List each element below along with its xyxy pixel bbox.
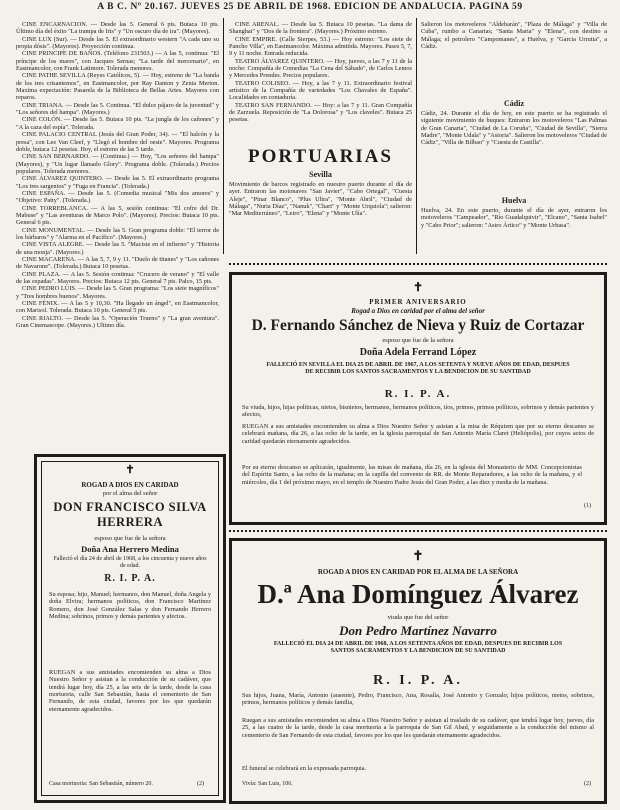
section-title-portuarias: PORTUARIAS <box>248 146 393 167</box>
listing-paragraph: CINE SAN BERNARDO. — (Continua.) — Hoy, "Los señores del hampa" (Mayores), y "Un lugar llamado Glory". Programa doble. (Tolerada.) Precios populares. Tolerada menores. <box>16 153 219 175</box>
section-subtitle-cadiz: Cádiz <box>504 99 524 108</box>
theatre-listings <box>229 21 412 139</box>
listing-paragraph: CINE COLÓN. — Desde las 5. Butaca 10 pts. "La jungla de los cañones" y "A la caza del espía". Tolerada. <box>16 116 219 131</box>
port-intro-text: Salieron los motoveleros "Aldebarán", "Plaza de Málaga" y "Villa de Cuba", rumbo a Canarias; "Santa Maria" y "Elena", con destino a Málaga; el petrolero "Campomanes", a Huelva, y "Garcia Urrutia", a Cádiz. <box>421 21 607 51</box>
listing-paragraph: CINE TRIANA. — Desde las 5. Continua. "El dulce pájaro de la juventud" y "Los señores del hampa". (Mayores.) <box>16 101 219 117</box>
theatre-paragraph: TEATRO COLISEO. — Hoy, a las 7 y 11. Extraordinario festival artístico de la Compañía de variedades "Los Chavales de España". Localidades en contaduría. <box>229 79 412 102</box>
notice-number: (1) <box>584 503 591 509</box>
spouse-name: Don Pedro Martínez Navarro <box>339 623 497 638</box>
spouse-intro: esposo que fue de la señora <box>382 337 454 344</box>
obituary-title: ROGAD A DIOS EN CARIDAD POR EL ALMA DE LA SEÑORA <box>317 568 519 576</box>
rip: R. I. P. A. <box>373 673 463 688</box>
listing-paragraph: CINE VISTA ALEGRE. — Desde las 5. "Maciste en el infierno" y "Historia de una monja". (Mayores.) <box>16 241 219 256</box>
rip: R. I. P. A. <box>384 388 452 400</box>
listing-paragraph: CINE PATHE SEVILLA (Reyes Católicos, 5). — Hoy, estreno de "La banda de los tres crisantemos", en Eastmancolor, por Ray Danton y Zenia Merton. Maxima expectación: Pasarela de la Biblioteca de Bellas Artes. Mayores con reparos. <box>16 72 219 102</box>
notice-number: (2) <box>584 781 591 787</box>
listing-paragraph: CINE RIALTO. — Desde las 5. "Operación Trueno" y "La gran aventura". Gran Cinemascope. (Mayores.) Ultimo día. <box>16 314 219 330</box>
column-divider <box>223 18 224 254</box>
theatre-paragraph: TEATRO SAN FERNANDO. — Hoy: a las 7 y 11. Gran Compañía de Zarzuela. Reposición de "La Dolorosa" y "Los claveles". Butaca 25 pesetas. <box>229 101 412 124</box>
obituary-sanchez-de-nieva <box>229 272 607 525</box>
listing-paragraph: CINE PLAZA. — A las 5. Sesión continua: "Crucero de verano" y "El valle de las espadas". Mayores. Precios: Butaca 12 pts. General 7 pts. Palco, 15 pts. <box>16 270 219 286</box>
notice-number: (2) <box>197 781 204 787</box>
theatre-paragraph: CINE EMPIRE. (Calle Sierpes, 53.) — Hoy estreno: "Los siete de Pancho Villa", en Eastmancolor. Máxima admitida. Mayores. Pases 5, 7, 9 y 11 noche. Entrada reducida. <box>229 35 412 58</box>
dotted-separator <box>229 263 607 265</box>
anniversary-label: PRIMER ANIVERSARIO <box>369 298 467 306</box>
cross-icon: ✝ <box>412 548 424 563</box>
section-subtitle-huelva: Huelva <box>501 196 527 205</box>
obituary-title: Rogad a Dios en caridad por el alma del señor <box>351 307 485 315</box>
obituary-title: ROGAD A DIOS EN CARIDAD <box>81 481 179 489</box>
spouse-intro: viuda que fue del señor <box>387 614 449 621</box>
death-notice: FALLECIÓ EN SEVILLA EL DIA 25 DE ABRIL DE 1967, A LOS SETENTA Y NUEVE AÑOS DE EDAD, DESPUES DE RECIBIR LOS SANTOS SACRAMENTOS Y LA BENDICION DE SU SANTIDAD <box>266 362 570 376</box>
listing-paragraph: CINE LUX (Sur). — Desde las 5. El extraordinario western "A cada uno su propia dósis". (Mayores). Proyección continua. <box>16 35 219 51</box>
mortuary-address: Vivía: San Luis, 106. <box>242 781 293 787</box>
theatre-paragraph: TEATRO ÁLVAREZ QUINTERO. — Hoy, jueves, a las 7 y 11 de la noche: Compañía de Comedias "La Cena del Sábado", de Carlos Lemos y Mercedes Prendes. Precios populares. <box>229 57 412 80</box>
funeral-text: El funeral se celebrará en la expresada parroquia. <box>242 765 367 772</box>
family-text: Su viuda, hijos, hijas políticas, nietos, bisnietos, hermanos, hermanos políticos, tíos, primos, primos políticos, sobrinos y demás parientes y afectos, <box>242 404 594 419</box>
listing-paragraph: CINE MACARENA. — A las 5, 7, 9 y 11. "Duelo de titanes" y "Los cañones de Navarone". (Tolerada.) Butaca 10 pesetas. <box>16 256 219 271</box>
spouse-name: Doña Ana Herrero Medina <box>81 544 179 554</box>
port-huelva-text: Huelva, 24. En este puerto, durante el día de ayer, entraron los motoveleros "Campeador", "Río Guadalquivir", "Elcano", "Santa Isabel" y "Cabo Prior"; salieron: "Astro Ártico" y "Monte Urbasa". <box>421 207 607 229</box>
listing-paragraph: CINE ÁLVAREZ QUINTERO. — Desde las 5. El extraordinario programa "Los tres sargentos" y "Fuga en Francia". (Tolerada.) <box>16 175 219 190</box>
section-subtitle-sevilla: Sevilla <box>309 170 332 179</box>
listing-paragraph: CINE PEDRO LUIS. — Desde las 5. Gran programa: "Los siete magníficos" y "Tres hombres buenos". Mayores. <box>16 285 219 300</box>
death-notice: Falleció el día 24 de abril de 1968, a los cincuenta y nueve años de edad. <box>53 556 207 570</box>
obituary-silva-herrera <box>34 454 226 803</box>
deceased-name: D.ª Ana Domínguez Álvarez <box>257 579 579 609</box>
extra-masses-text: Por su eterno descanso se aplicarán, igualmente, las misas de mañana, día 26, en la iglesia del Monasterio de MM. Concepcionistas del Espíritu Santo, a las ocho de la mañana; en la capilla del convento de RR. de Monte Reparadores, a las ocho de la mañana, y el miércoles, día 1 del próximo mayo, en el templo de Nuestro Padre Jesús del Gran Poder, a las diez y media de la mañana. <box>242 464 582 486</box>
deceased-name: D. Fernando Sánchez de Nieva y Ruiz de Cortazar <box>251 317 585 334</box>
listing-paragraph: CINE MONUMENTAL. — Desde las 5. Gran programa doble: "El terror de los bárbaros" y "Alarma en el Pacífico". (Mayores.) <box>16 226 219 241</box>
theatre-paragraph: CINE ARENAL. — Desde las 5. Butaca 10 pesetas. "La dama de Shanghai" y "Dos de la frontera". (Mayores.) Próximo estreno. <box>229 21 412 36</box>
obituary-subtitle: por el alma del señor <box>102 490 158 497</box>
obituary-dominguez-alvarez <box>229 538 607 804</box>
ruegan-text: Ruegan a sus amistades encomienden su alma a Dios Nuestro Señor y asistan al traslado de su cadáver, que tendrá lugar hoy, jueves, día 25, a las cuatro de la tarde, desde la casa mortuoria a la parroquia de San Gil Abad, y seguidamente a la conducción del mismo al cementerio de San Fernando de esta ciudad, favores por los que les quedarán eternamente agradecidos. <box>242 717 594 739</box>
cinema-listings-column <box>16 21 219 443</box>
deceased-name: DON FRANCISCO SILVA HERRERA <box>53 500 207 529</box>
listing-paragraph: CINE ESPAÑA. — Desde las 5. (Comedia musical "Mis dos amores" y "Objetivo: Patty". (Tolerada.) <box>16 189 219 205</box>
column-divider <box>416 18 417 254</box>
dotted-separator <box>229 530 607 532</box>
listing-paragraph: CINE FÉNIX. — A las 5 y 10,30. "Ha llegado un ángel", en Eastmancolor, con Marisol. Tolerada. Butaca 10 pts. General 5 pts. <box>16 300 219 315</box>
ruegan-text: RUEGAN a sus amistades encomienden su alma a Dios Nuestro Señor y asistan a la misa de Réquiem que por su eterno descanso se celebrará mañana, día 26, a las ocho de la tarde, en la iglesia parroquial de San Antonio María Claret (Heliópolis), por cuyos actos de caridad quedarán eternamente agradecidos. <box>242 423 594 445</box>
listing-paragraph: CINE PALACIO CENTRAL (Jesús del Gran Poder, 34). — "El halcón y la presa", con Lee Van Cleef, y "Llegó el hombre del oeste". Mayores. Programa doble, butaca 12 pesetas. Hoy, el estreno de las 5 tarde. <box>16 131 219 153</box>
spouse-intro: esposo que fue de la señora <box>94 535 166 542</box>
port-cadiz-text: Cádiz, 24. Durante el día de hoy, en este puerto se ha registrado el siguiente movimiento de buques: Entraron los motoveleros "Las Palmas de Gran Canaria", "Ciudad de La Coruña", "Ciudad de Sevilla", "Sierra Madre", "Monte Udala" y "Astoria". Salieron los motoveleros "Ciudad de Cádiz", "Villa de Bilbao" y "Cuesta de Castilla". <box>421 110 607 147</box>
port-sevilla-text: Movimiento de barcos registrado en nuestro puerto durante el día de ayer. Entraron las motonaves "San Javier", "Cabo Ortegal", "Cuesta Aleje", "Pinar Blanco", "Plus Ultra", "Monte Abril", "Ciudad de Málaga", "Nuria Díaz", "Nanuk", "Chart" y "Monte Urquiola"; salieron: "Mar Mediterráneo", "Leiro", "Elena" y "Monte Ulía". <box>229 181 412 218</box>
listing-paragraph: CINE PRINCIPE DE BAÑOS. (Teléfono 231503.) — A las 5, continua: "El príncipe de los mares", con Jacques Sernas; "La tarde del mercenario", en Eastmancolor, con Frank Latimore. Tolerada menores. <box>16 50 219 73</box>
cross-icon: ✝ <box>412 280 424 294</box>
listing-paragraph: CINE TORREBLANCA. — A las 5, sesión continua: "El cofre del Dr. Mabuse" y "Las aventuras de Marco Polo". (Mayores). Precios: Butaca 10 pts. General 6 pts. <box>16 204 219 227</box>
ruegan-text: RUEGAN a sus amistades encomienden su alma a Dios Nuestro Señor y asistan a la conducción de su cadáver, que tendrá lugar hoy, día 25, a las seis de la tarde, desde la casa mortuoria, calle San Sebastián, hasta el cementerio de San Fernando, de esta ciudad, favores por los que quedarán eternamente agradecidos. <box>49 669 211 713</box>
listing-paragraph: CINE ENCARNACION. — Desde las 5. General 6 pts. Butaca 10 pts. Último día del éxito "La trampa de Iris" y "Un oscuro día de ira". (Mayores). <box>16 21 219 36</box>
cross-icon: ✝ <box>125 464 135 476</box>
death-notice: FALLECIÓ EL DIA 24 DE ABRIL DE 1968, A LOS SETENTA AÑOS DE EDAD, DESPUES DE RECIBIR LOS SANTOS SACRAMENTOS Y LA BENDICION DE SU SANTIDAD <box>273 641 563 655</box>
page-header: A B C. Nº 20.167. JUEVES 25 DE ABRIL DE 1968. EDICION DE ANDALUCIA. PAGINA 59 <box>97 2 523 12</box>
mortuary-address: Casa mortuoria: San Sebastián, número 20. <box>49 781 153 787</box>
rip: R. I. P. A. <box>104 573 156 584</box>
spouse-name: Doña Adela Ferrand López <box>359 347 477 358</box>
family-text: Su esposa; hijo, Manuel; hermanos, don Manuel, doña Angela y doña Elvira; hermanos políticos, don Francisco Martínez Romero, don José González Salas y don Fernando Herrero Medina; sobrinos, primos y demás parientes y afectos. <box>49 591 211 621</box>
family-text: Sus hijos, Juana, María, Antonio (ausente), Pedro, Francisco, Ana, Rosalía, José Antonio y Gonzalo; hijos políticos, nietos, sobrinos, primos, hermanos políticos y demás familia, <box>242 692 594 707</box>
